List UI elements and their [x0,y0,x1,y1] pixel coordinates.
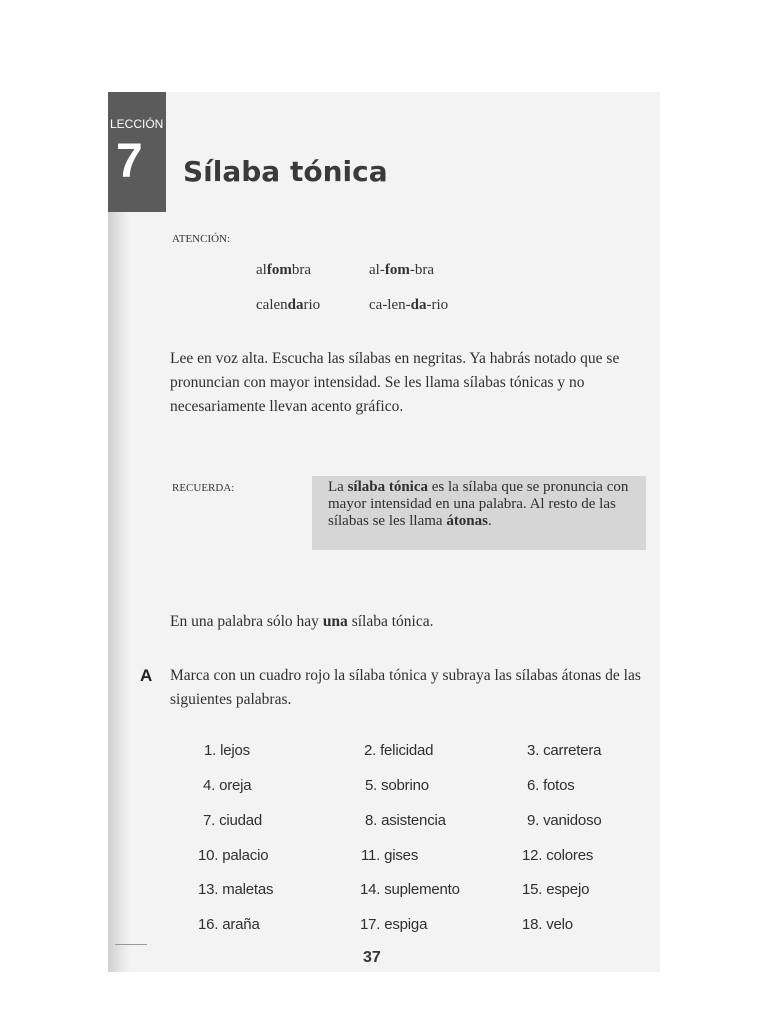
exercise-item: 7. ciudad [203,812,263,829]
exercise-item: 16. araña [198,916,260,933]
exercise-item: 8. asistencia [365,812,446,829]
exercise-item: 12. colores [522,847,594,864]
exercise-item: 11. gises [361,847,419,864]
footer-rule [115,944,147,945]
example-word-1: alfombra [256,262,311,278]
exercise-item: 6. fotos [527,777,575,794]
exercise-item: 13. maletas [198,881,274,898]
example-split-1: al-fom-bra [369,262,434,278]
intro-paragraph: Lee en voz alta. Escucha las sílabas en negritas. Ya habrás notado que se pronuncian con mayor intensidad. Se les llama sílabas tónicas y no necesariamente llevan acento gráfico. [170,350,620,415]
exercise-item: 9. vanidoso [527,812,602,829]
lesson-label: LECCIÓN [110,117,164,131]
exercise-item: 2. felicidad [364,742,434,759]
exercise-item: 10. palacio [198,847,269,864]
lesson-number: 7 [116,135,143,188]
exercise-letter: A [140,666,153,685]
recuerda-definition-box: La sílaba tónica es la sílaba que se pronuncia con mayor intensidad en una palabra. Al resto de las sílabas se les llama átonas. [312,476,646,550]
recuerda-label: RECUERDA: [172,482,235,494]
page-title: Sílaba tónica [183,155,388,188]
exercise-item: 1. lejos [204,742,250,759]
rule-sentence: En una palabra sólo hay una sílaba tónica. [170,613,434,630]
example-word-2: calendario [256,297,321,313]
exercise-item: 14. suplemento [360,881,460,898]
exercise-item: 4. oreja [203,777,252,794]
exercise-item: 5. sobrino [365,777,429,794]
page-gutter-shadow [108,212,130,972]
example-split-2: ca-len-da-rio [369,297,449,313]
exercise-instruction: Marca con un cuadro rojo la sílaba tónica y subraya las sílabas átonas de las siguientes palabras. [170,667,641,708]
page-number: 37 [363,949,381,966]
exercise-item: 15. espejo [522,881,590,898]
exercise-item: 3. carretera [527,742,602,759]
exercise-item: 18. velo [522,916,573,933]
atencion-label: ATENCIÓN: [172,233,231,245]
exercise-item: 17. espiga [360,916,428,933]
